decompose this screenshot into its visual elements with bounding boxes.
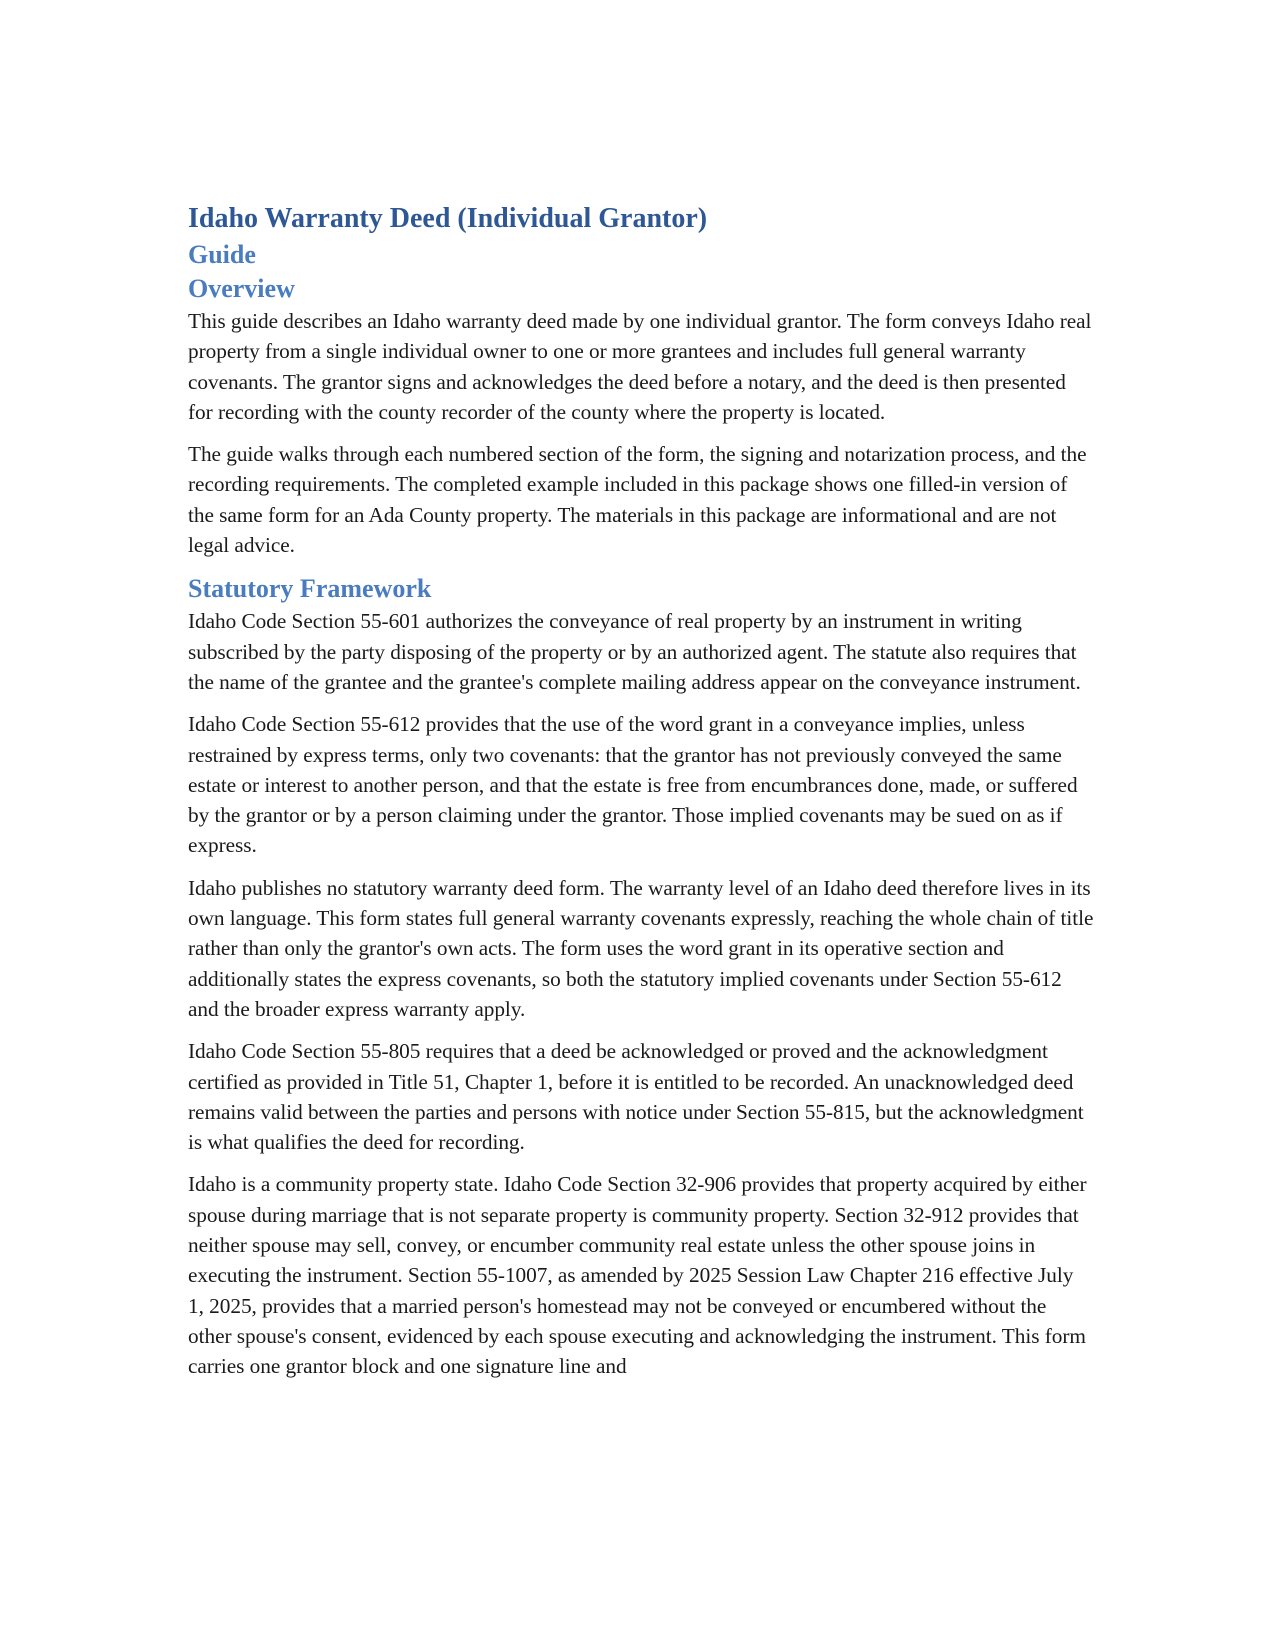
framework-paragraph-2: Idaho Code Section 55-612 provides that the use of the word grant in a conveyance implies, unless restrained by express terms, only two covenants: that the grantor has not previously conveyed the same estate or interest to another person, and that the estate is free from encumbrances done, made, or suffered by the grantor or by a person claiming under the grantor. Those implied covenants may be sued on as if express. xyxy=(188,712,1078,858)
framework-paragraph-1: Idaho Code Section 55-601 authorizes the conveyance of real property by an instrument in writing subscribed by the party disposing of the property or by an authorized agent. The statute also requires that the name of the grantee and the grantee's complete mailing address appear on the conveyance instrument. xyxy=(188,609,1081,694)
statutory-framework-heading: Statutory Framework xyxy=(188,574,432,604)
overview-paragraph-1: This guide describes an Idaho warranty deed made by one individual grantor. The form conveys Idaho real property from a single individual owner to one or more grantees and includes full general warranty covenants. The grantor signs and acknowledges the deed before a notary, and the deed is then presented for recording with the county recorder of the county where the property is located. xyxy=(188,309,1092,424)
overview-paragraph-2: The guide walks through each numbered section of the form, the signing and notarization process, and the recording requirements. The completed example included in this package shows one filled-in version of the same form for an Ada County property. The materials in this package are informational and are not legal advice. xyxy=(188,442,1087,558)
overview-heading: Overview xyxy=(188,274,295,303)
framework-paragraph-5: Idaho is a community property state. Idaho Code Section 32-906 provides that property acquired by either spouse during marriage that is not separate property is community property. Section 32-912 provides that neither spouse may sell, convey, or encumber community real estate unless the other spouse joins in executing the instrument. Section 55-1007, as amended by 2025 Session Law Chapter 216 effective July 1, 2025, provides that a married person's homestead may not be conveyed or encumbered without the other spouse's consent, evidenced by each spouse executing and acknowledging the instrument. This form carries one grantor block and one signature line and xyxy=(188,1172,1087,1379)
document-page xyxy=(188,200,1094,1394)
document-title: Idaho Warranty Deed (Individual Grantor) xyxy=(188,203,708,234)
framework-paragraph-4: Idaho Code Section 55-805 requires that a deed be acknowledged or proved and the acknowledgment certified as provided in Title 51, Chapter 1, before it is entitled to be recorded. An unacknowledged deed remains valid between the parties and persons with notice under Section 55-815, but the acknowledgment is what qualifies the deed for recording. xyxy=(188,1039,1084,1155)
framework-paragraph-3: Idaho publishes no statutory warranty deed form. The warranty level of an Idaho deed therefore lives in its own language. This form states full general warranty covenants expressly, reaching the whole chain of title rather than only the grantor's own acts. The form uses the word grant in its operative section and additionally states the express covenants, so both the statutory implied covenants under Section 55-612 and the broader express warranty apply. xyxy=(188,875,1094,1021)
guide-heading: Guide xyxy=(188,240,256,269)
